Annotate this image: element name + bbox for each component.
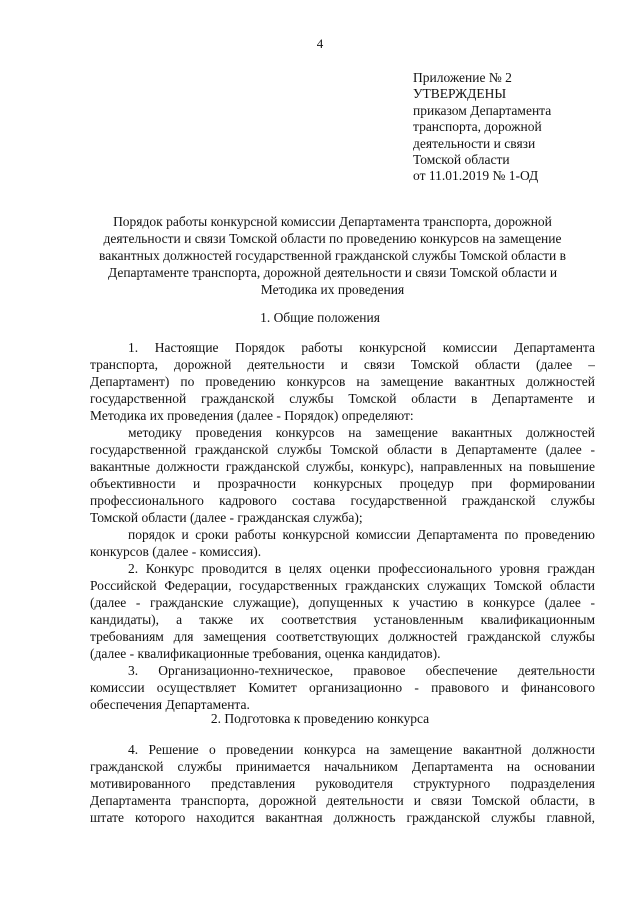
text-line: комиссии осуществляет Комитет организационно - правового и финансового [90, 680, 595, 695]
title-line: Департаменте транспорта, дорожной деятельности и связи Томской области и [107, 265, 558, 280]
approval-line: УТВЕРЖДЕНЫ [413, 86, 507, 102]
text-line: кандидаты), а также их соответствия установленным квалификационным [90, 612, 595, 627]
document-title [80, 213, 585, 298]
text-line: конкурсов (далее - комиссия). [90, 544, 262, 559]
text-line: государственной гражданской службы Томской области в Департаменте (далее - [90, 442, 595, 457]
section-heading-general: 1. Общие положения [260, 310, 380, 325]
text-line: вакантные должности гражданской службы, конкурс), направленных на повышение [90, 459, 595, 474]
section-general-body [90, 339, 595, 713]
text-line: 1. Настоящие Порядок работы конкурсной комиссии Департамента [128, 340, 595, 355]
text-line: Методика их проведения (далее - Порядок) определяют: [90, 408, 414, 423]
title-line: деятельности и связи Томской области по проведению конкурсов на замещение [103, 231, 562, 246]
approval-line: от 11.01.2019 № 1-ОД [413, 168, 539, 184]
approval-line: транспорта, дорожной [413, 119, 542, 135]
text-line: объективности и прозрачности конкурсных процедур при формировании [90, 476, 595, 491]
text-line: Департамента транспорта, дорожной деятельности и связи Томской области, в [90, 793, 595, 808]
text-line: требованиям для замещения соответствующих должностей гражданской службы [90, 629, 595, 644]
text-line: гражданской службы принимается начальником Департамента на основании [90, 759, 595, 774]
text-line: методику проведения конкурсов на замещение вакантных должностей [128, 425, 595, 440]
text-line: государственной гражданской службы Томской области в Департаменте и [90, 391, 595, 406]
section-heading-preparation: 2. Подготовка к проведению конкурса [210, 711, 430, 726]
approval-line: приказом Департамента [413, 102, 552, 118]
text-line: (далее - гражданские служащие), допущенных к участию в конкурсе (далее - [90, 595, 595, 610]
text-line: транспорта, дорожной деятельности и связи Томской области (далее – [90, 357, 595, 372]
title-line: Порядок работы конкурсной комиссии Департамента транспорта, дорожной [113, 214, 552, 229]
text-line: Департамент) по проведению конкурсов на замещение вакантных должностей [90, 374, 595, 389]
title-line: вакантных должностей государственной гражданской службы Томской области в [99, 248, 566, 263]
approval-line: Приложение № 2 [413, 70, 512, 85]
section-preparation-body [90, 741, 595, 826]
page-number: 4 [316, 36, 324, 51]
approval-block [413, 70, 551, 185]
text-line: штате которого находится вакантная должность гражданской службы главной, [90, 810, 595, 825]
text-line: мотивированного представления руководителя структурного подразделения [90, 776, 595, 791]
approval-line: деятельности и связи [413, 135, 536, 151]
text-line: Томской области (далее - гражданская служба); [90, 510, 363, 525]
text-line: (далее - квалификационные требования, оценка кандидатов). [90, 646, 441, 661]
text-line: обеспечения Департамента. [90, 697, 250, 712]
text-line: профессионального кадрового состава государственной гражданской службы [90, 493, 595, 508]
text-line: порядок и сроки работы конкурсной комиссии Департамента по проведению [128, 527, 595, 542]
title-line: Методика их проведения [260, 282, 405, 297]
text-line: 3. Организационно-техническое, правовое обеспечение деятельности [128, 663, 595, 678]
text-line: 2. Конкурс проводится в целях оценки профессионального уровня граждан [128, 561, 595, 576]
text-line: 4. Решение о проведении конкурса на замещение вакантной должности [128, 742, 595, 757]
approval-line: Томской области [413, 152, 510, 168]
text-line: Российской Федерации, государственных гражданских служащих Томской области [90, 578, 595, 593]
